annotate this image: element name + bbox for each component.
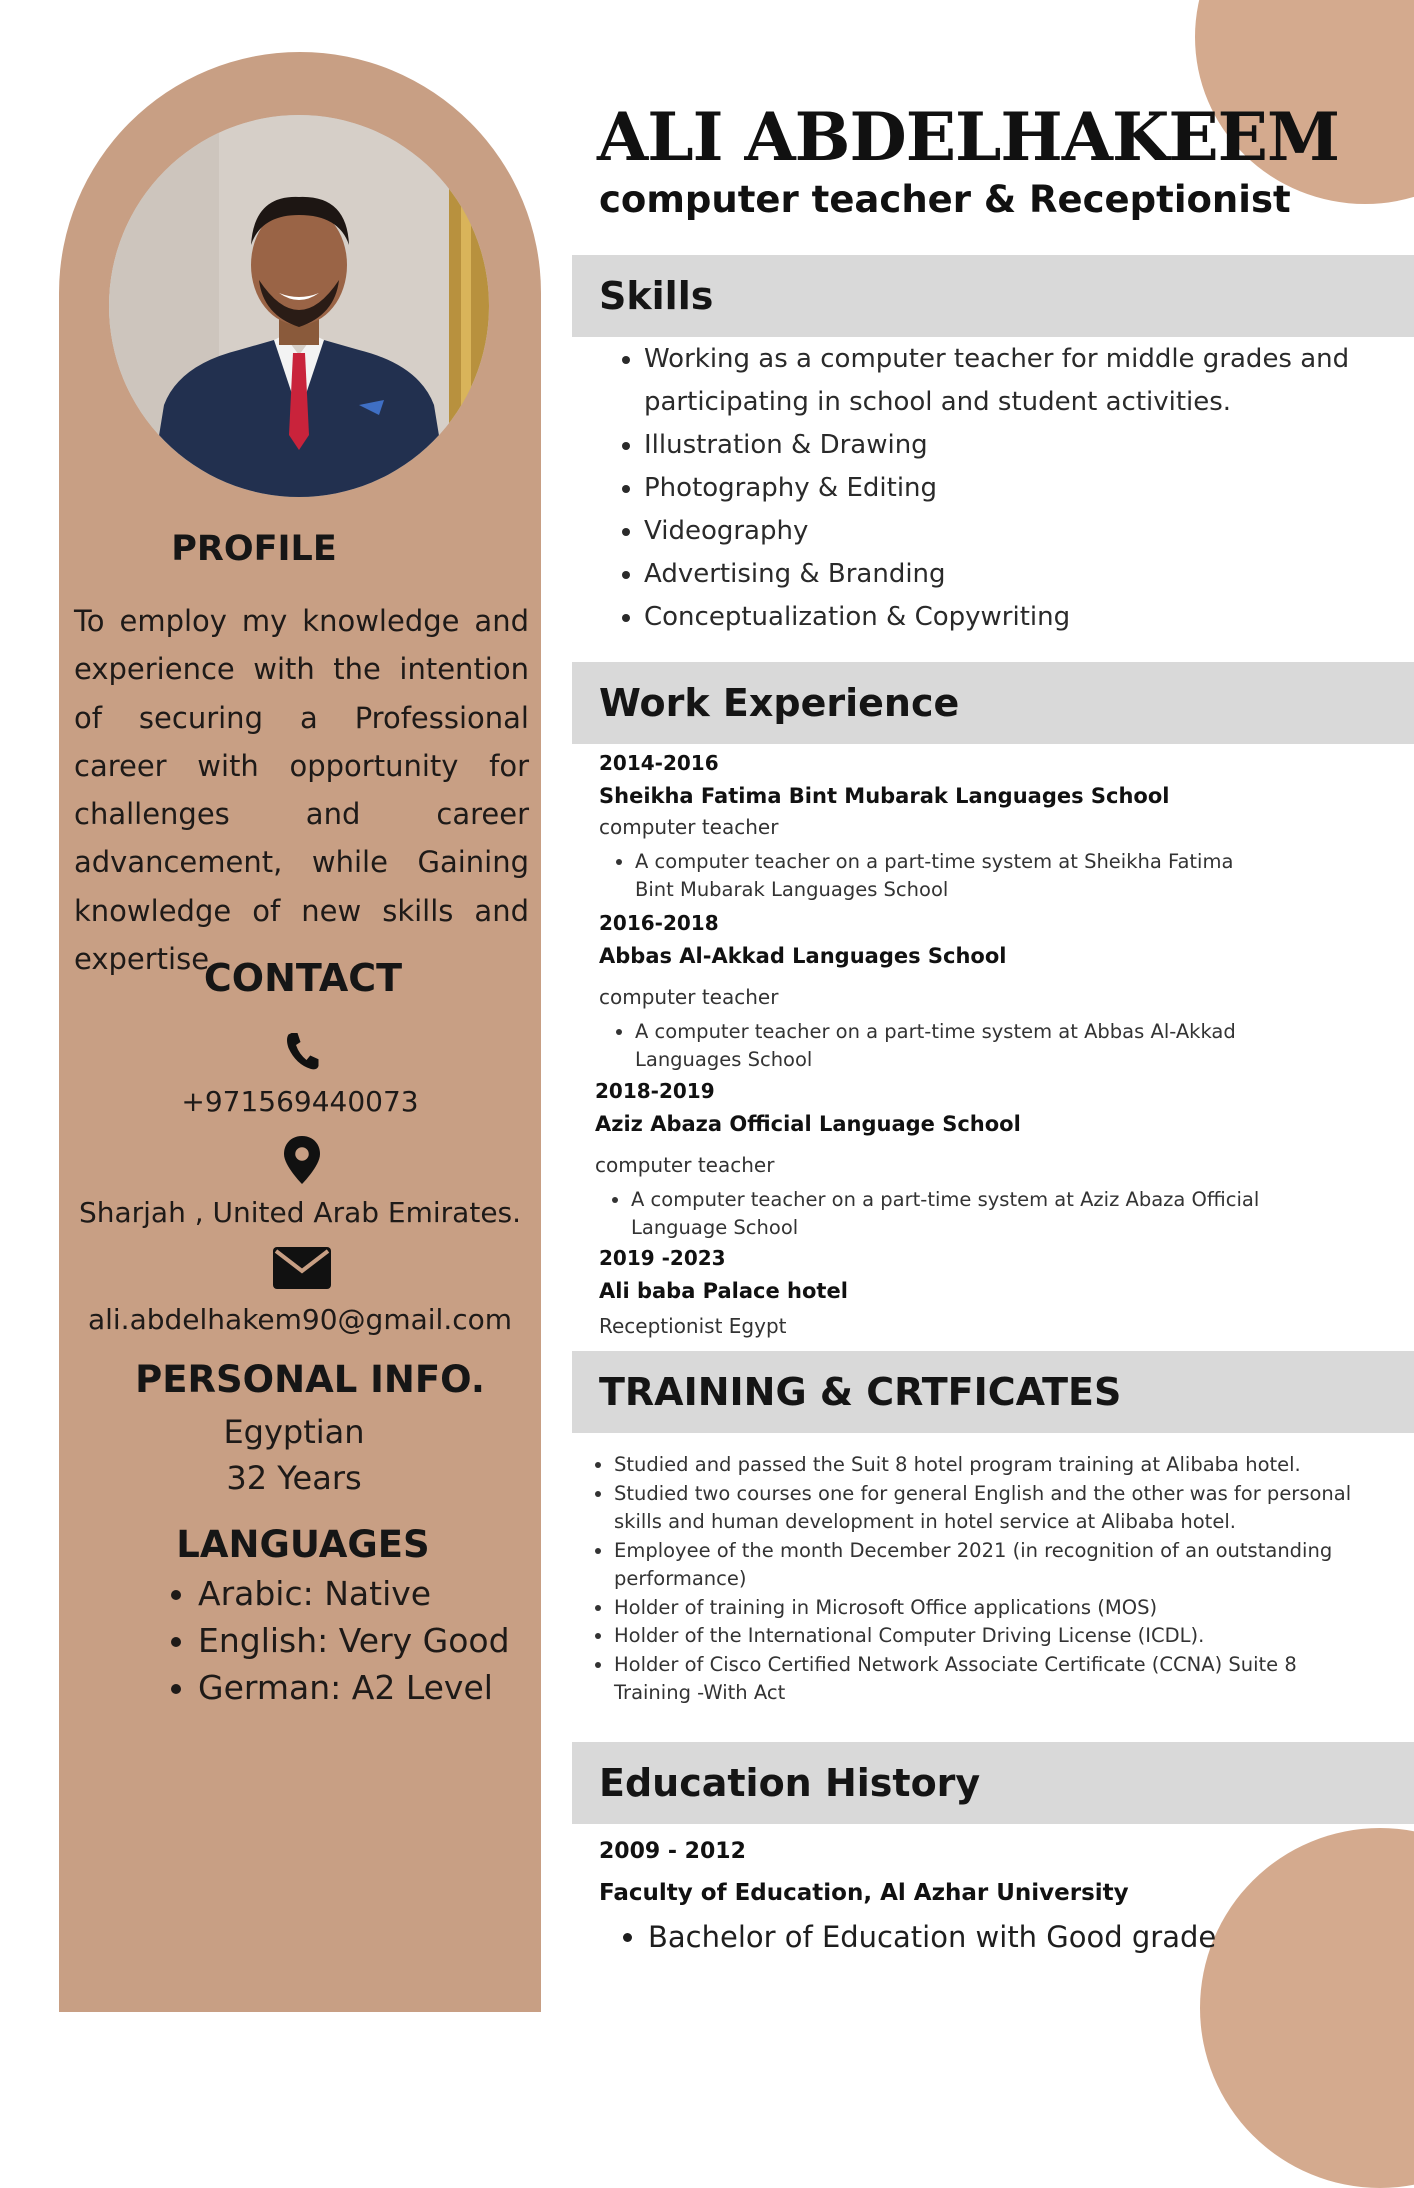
job-bullets: [599, 848, 1275, 904]
section-title: TRAINING & CRTFICATES: [599, 1370, 1122, 1414]
job-title: computer teacher & Receptionist: [599, 178, 1291, 221]
email-link[interactable]: ali.abdelhakem90@gmail.com: [87, 1303, 513, 1336]
work-section-header: [572, 662, 1414, 744]
section-title: Skills: [599, 274, 714, 318]
job-years: 2018-2019: [595, 1079, 715, 1103]
section-title: Work Experience: [599, 681, 960, 725]
candidate-name: ALI ABDELHAKEEM: [597, 98, 1340, 176]
profile-heading: PROFILE: [171, 529, 337, 569]
location-pin-icon: [284, 1136, 320, 1184]
age-text: 32 Years: [226, 1459, 362, 1497]
job-school: Ali baba Palace hotel: [599, 1279, 848, 1303]
languages-heading: LANGUAGES: [176, 1523, 430, 1566]
languages-list: [158, 1570, 510, 1711]
list-item: • Studied two courses one for general English and the other was for personal skills and human development in hotel service at Alibaba hotel.: [614, 1480, 1374, 1537]
job-role: computer teacher: [599, 985, 779, 1009]
list-item: • Bachelor of Education with Good grade: [648, 1917, 1216, 1957]
job-role: Receptionist Egypt: [599, 1314, 787, 1338]
phone-icon: [284, 1030, 320, 1072]
skills-section-header: [572, 255, 1414, 337]
education-section-header: [572, 1742, 1414, 1824]
job-bullets: [595, 1186, 1271, 1242]
contact-heading: CONTACT: [203, 956, 403, 1000]
phone-number[interactable]: +971569440073: [181, 1085, 419, 1118]
job-school: Aziz Abaza Official Language School: [595, 1112, 1021, 1136]
list-item: • A computer teacher on a part-time system at Sheikha Fatima Bint Mubarak Languages School: [635, 848, 1275, 904]
list-item: • Holder of the International Computer Driving License (ICDL).: [614, 1622, 1374, 1651]
list-item: • German: A2 Level: [198, 1664, 510, 1711]
job-years: 2019 -2023: [599, 1246, 726, 1270]
job-bullets: [599, 1018, 1275, 1074]
job-years: 2014-2016: [599, 751, 719, 775]
job-role: computer teacher: [595, 1153, 775, 1177]
personal-info-heading: PERSONAL INFO.: [135, 1358, 485, 1401]
nationality-text: Egyptian: [223, 1413, 365, 1451]
list-item: • Holder of Cisco Certified Network Associate Certificate (CCNA) Suite 8 Training -With Act: [614, 1651, 1374, 1708]
list-item: • Studied and passed the Suit 8 hotel program training at Alibaba hotel.: [614, 1451, 1374, 1480]
education-institution: Faculty of Education, Al Azhar University: [599, 1880, 1129, 1906]
list-item: • Employee of the month December 2021 (in recognition of an outstanding performance): [614, 1537, 1374, 1594]
list-item: • Illustration & Drawing: [644, 424, 1364, 467]
section-title: Education History: [599, 1761, 981, 1805]
list-item: • A computer teacher on a part-time system at Aziz Abaza Official Language School: [631, 1186, 1271, 1242]
decorative-circle-bottom: [1200, 1828, 1414, 2188]
list-item: • Advertising & Branding: [644, 553, 1364, 596]
list-item: • A computer teacher on a part-time system at Abbas Al-Akkad Languages School: [635, 1018, 1275, 1074]
education-bullets: [600, 1917, 1216, 1957]
location-text: Sharjah , United Arab Emirates.: [78, 1196, 522, 1229]
list-item: • Arabic: Native: [198, 1570, 510, 1617]
list-item: • English: Very Good: [198, 1617, 510, 1664]
education-years: 2009 - 2012: [599, 1839, 746, 1864]
job-years: 2016-2018: [599, 911, 719, 935]
list-item: • Videography: [644, 510, 1364, 553]
training-section-header: [572, 1351, 1414, 1433]
job-role: computer teacher: [599, 815, 779, 839]
profile-photo: [109, 115, 489, 497]
list-item: • Holder of training in Microsoft Office applications (MOS): [614, 1594, 1374, 1623]
envelope-icon: [273, 1247, 331, 1289]
training-list: [578, 1451, 1374, 1708]
list-item: • Photography & Editing: [644, 467, 1364, 510]
job-school: Abbas Al-Akkad Languages School: [599, 944, 1007, 968]
list-item: • Conceptualization & Copywriting: [644, 596, 1364, 639]
job-school: Sheikha Fatima Bint Mubarak Languages School: [599, 784, 1170, 808]
list-item: • Working as a computer teacher for middle grades and participating in school and student activities.: [644, 338, 1364, 424]
skills-list: [600, 338, 1364, 639]
profile-text: To employ my knowledge and experience with the intention of securing a Professional career with opportunity for challenges and career advancement, while Gaining knowledge of new skills and expertise.: [74, 604, 529, 977]
